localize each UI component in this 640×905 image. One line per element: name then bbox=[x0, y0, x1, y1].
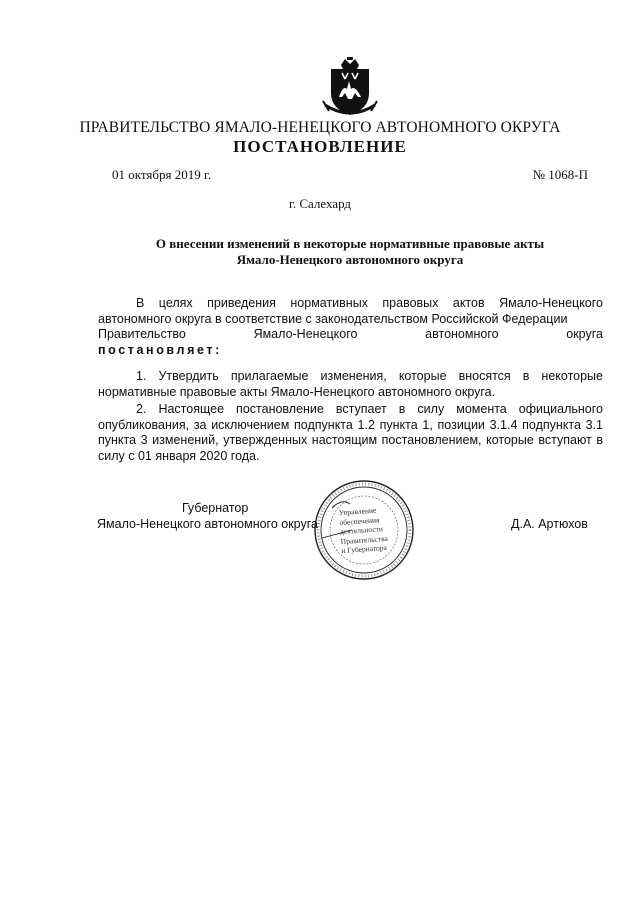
document-title bbox=[90, 236, 610, 268]
item-1: 1. Утвердить прилагаемые изменения, которые вносятся в некоторые нормативные правовые акты Ямало-Ненецкого автономного округа. bbox=[98, 369, 603, 399]
stamp-line-3: деятельности bbox=[339, 524, 384, 537]
government-name: ПРАВИТЕЛЬСТВО ЯМАЛО-НЕНЕЦКОГО АВТОНОМНОГО ОКРУГА bbox=[79, 119, 561, 136]
preamble-word-1: Правительство bbox=[98, 327, 186, 341]
yamal-coat-of-arms-icon bbox=[321, 55, 379, 119]
title-line-1: О внесении изменений в некоторые нормативные правовые акты bbox=[155, 236, 545, 251]
signatory-role-line-1: Губернатор bbox=[182, 501, 249, 515]
preamble-government-line bbox=[98, 327, 603, 343]
item-2: 2. Настоящее постановление вступает в силу момента официального опубликования, за исключением подпункта 1.2 пункта 1, позиции 3.1.4 подпункта 3.1 пункта 3 изменений, утвержденных настоящим постановлением, которые вступают в силу с 01 января 2020 года. bbox=[98, 402, 603, 463]
stamp-line-1: Управление bbox=[338, 505, 377, 518]
preamble-word-4: округа bbox=[566, 327, 603, 341]
signatory-role-line-2: Ямало-Ненецкого автономного округа bbox=[97, 517, 318, 531]
preamble-word-2: Ямало-Ненецкого bbox=[253, 327, 358, 341]
preamble-word-3: автономного bbox=[425, 327, 499, 341]
decree-word: постановляет: bbox=[98, 342, 222, 357]
stamp-line-4: Правительства bbox=[340, 533, 389, 546]
stamp-text bbox=[338, 504, 403, 556]
document-number: № 1068-П bbox=[532, 167, 588, 182]
signatory-name: Д.А. Артюхов bbox=[511, 517, 588, 531]
preamble-text: В целях приведения нормативных правовых актов Ямало-Ненецкого автономного округа в соответствие с законодательством Российской Федерации bbox=[98, 296, 603, 326]
document-city: г. Салехард bbox=[288, 196, 352, 211]
stamp-line-2: обеспечения bbox=[339, 514, 380, 527]
document-type: ПОСТАНОВЛЕНИЕ bbox=[233, 137, 407, 156]
stamp-line-5: и Губернатора bbox=[341, 543, 388, 556]
title-line-2: Ямало-Ненецкого автономного округа bbox=[236, 252, 464, 267]
document-date: 01 октября 2019 г. bbox=[112, 167, 212, 182]
preamble-paragraph bbox=[98, 296, 603, 358]
